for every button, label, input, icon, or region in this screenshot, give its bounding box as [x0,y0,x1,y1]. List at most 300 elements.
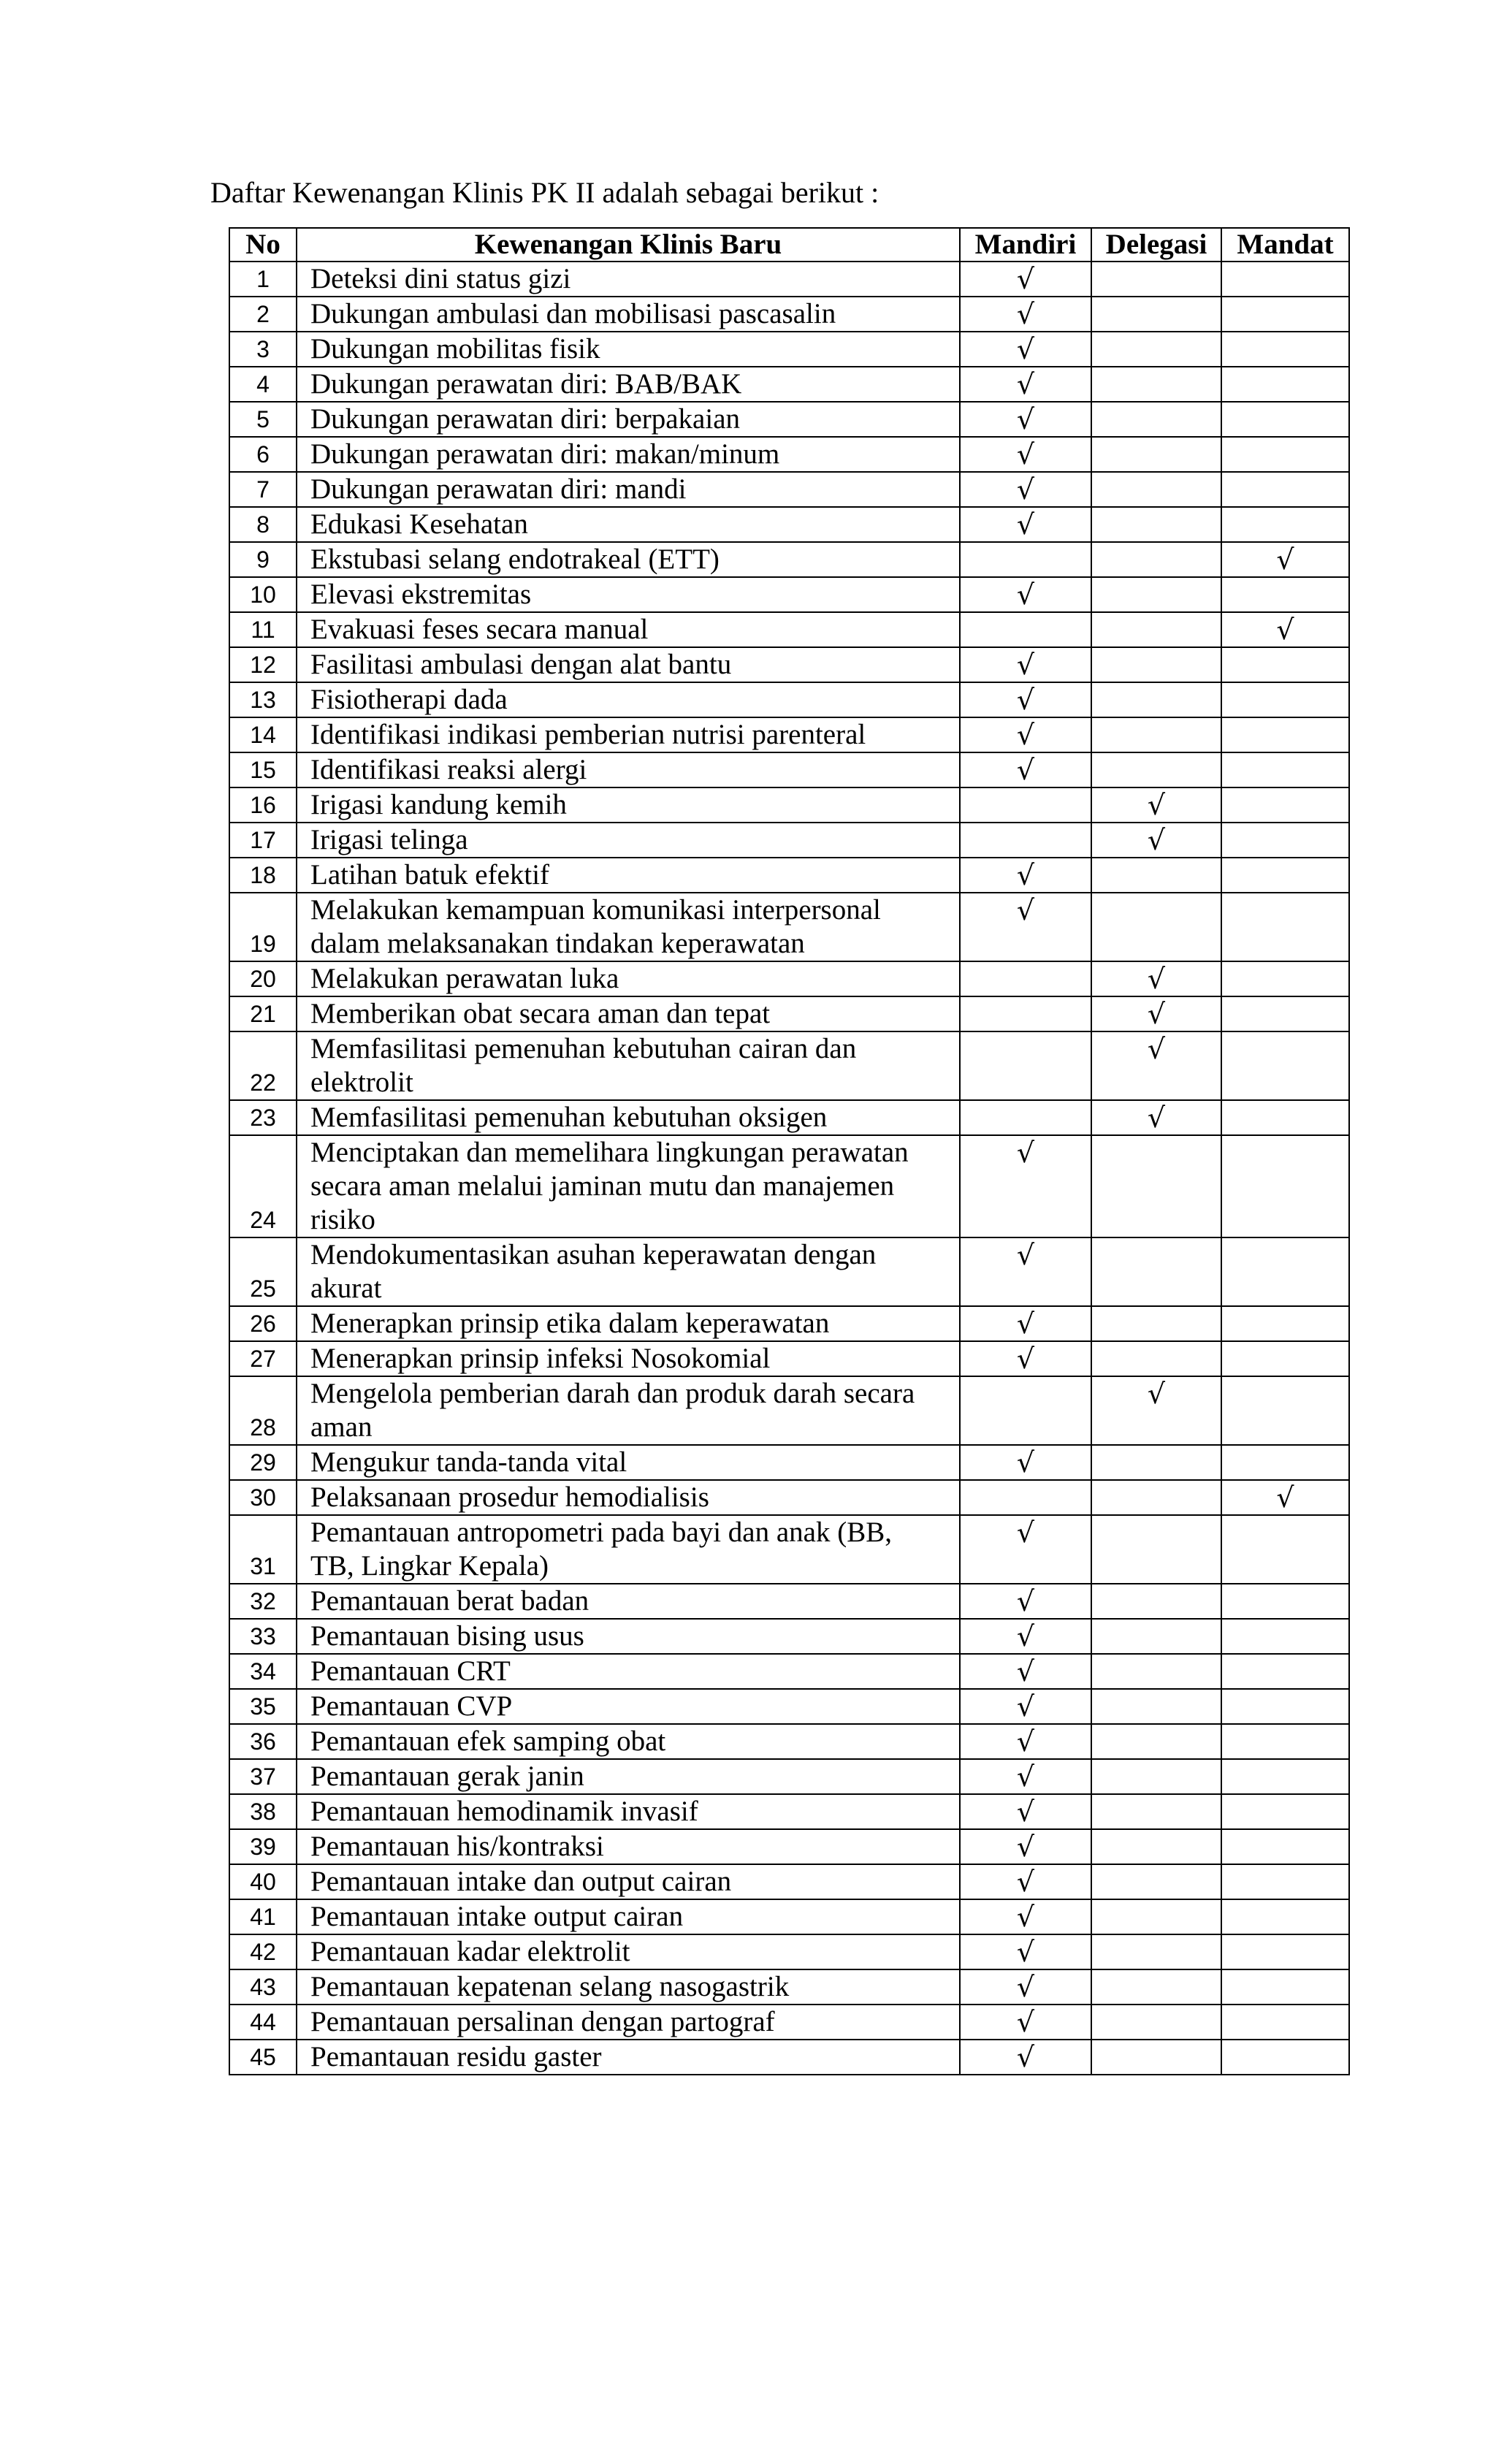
table-row [229,262,1349,297]
cell-mandiri [960,262,1091,297]
row-number: 4 [229,367,297,402]
competency-cell [297,1135,960,1237]
header-no: No [229,228,297,262]
table-row [229,1237,1349,1306]
table-row [229,1584,1349,1619]
table-row [229,1969,1349,2005]
row-number: 29 [229,1445,297,1480]
table-row [229,1100,1349,1135]
check-mark-icon: √ [1016,1901,1035,1933]
cell-mandiri [960,1584,1091,1619]
table-row [229,1654,1349,1689]
check-mark-icon: √ [1016,1446,1035,1479]
competency-cell: Evakuasi feses secara manual [297,612,960,647]
row-number: 35 [229,1689,297,1724]
check-mark-icon: √ [1016,2006,1035,2038]
cell-delegasi [1091,858,1221,893]
cell-mandat [1221,717,1349,752]
row-number: 32 [229,1584,297,1619]
cell-delegasi [1091,542,1221,577]
cell-mandiri [960,1341,1091,1376]
check-mark-icon: √ [1276,614,1294,646]
row-number: 31 [229,1515,297,1584]
table-row [229,682,1349,717]
row-number: 3 [229,332,297,367]
cell-delegasi [1091,1031,1221,1100]
row-number: 15 [229,752,297,787]
table-row [229,1689,1349,1724]
cell-delegasi [1091,402,1221,437]
check-mark-icon: √ [1016,1655,1035,1687]
cell-mandiri [960,297,1091,332]
competency-cell: Fasilitasi ambulasi dengan alat bantu [297,647,960,682]
cell-mandiri [960,752,1091,787]
competency-cell: Dukungan perawatan diri: berpakaian [297,402,960,437]
check-mark-icon: √ [1016,1796,1035,1828]
cell-mandiri [960,1031,1091,1100]
cell-mandat [1221,1654,1349,1689]
competency-text-line: dalam melaksanakan tindakan keperawatan [310,928,805,959]
competency-text-line: elektrolit [310,1067,413,1098]
cell-mandiri [960,893,1091,961]
table-row [229,996,1349,1031]
cell-mandat [1221,1829,1349,1864]
cell-mandiri [960,2005,1091,2040]
row-number: 25 [229,1237,297,1306]
competency-cell: Pemantauan intake dan output cairan [297,1864,960,1899]
cell-mandat [1221,1794,1349,1829]
table-row [229,612,1349,647]
check-mark-icon: √ [1016,1239,1035,1271]
cell-mandiri [960,1445,1091,1480]
competency-cell: Dukungan perawatan diri: BAB/BAK [297,367,960,402]
row-number: 6 [229,437,297,472]
table-row [229,472,1349,507]
cell-delegasi [1091,612,1221,647]
competency-cell: Pemantauan persalinan dengan partograf [297,2005,960,2040]
cell-delegasi [1091,717,1221,752]
check-mark-icon: √ [1147,824,1166,856]
row-number: 34 [229,1654,297,1689]
row-number: 12 [229,647,297,682]
competency-cell: Ekstubasi selang endotrakeal (ETT) [297,542,960,577]
cell-delegasi [1091,1584,1221,1619]
competency-text-line: aman [310,1411,373,1443]
cell-mandat [1221,472,1349,507]
row-number: 36 [229,1724,297,1759]
cell-delegasi [1091,2005,1221,2040]
table-body [229,262,1349,2075]
row-number: 22 [229,1031,297,1100]
cell-mandiri [960,682,1091,717]
cell-delegasi [1091,367,1221,402]
cell-mandiri [960,542,1091,577]
cell-delegasi [1091,823,1221,858]
cell-delegasi [1091,262,1221,297]
table-row [229,2040,1349,2075]
cell-mandiri [960,332,1091,367]
cell-mandat [1221,1237,1349,1306]
cell-mandat [1221,2040,1349,2075]
check-mark-icon: √ [1016,579,1035,611]
cell-mandiri [960,1829,1091,1864]
check-mark-icon: √ [1016,894,1035,926]
row-number: 8 [229,507,297,542]
cell-mandiri [960,1306,1091,1341]
check-mark-icon: √ [1016,1936,1035,1968]
competency-text-line: risiko [310,1204,375,1235]
cell-delegasi [1091,1654,1221,1689]
table-row [229,1376,1349,1445]
competency-cell: Identifikasi indikasi pemberian nutrisi parenteral [297,717,960,752]
row-number: 41 [229,1899,297,1934]
row-number: 19 [229,893,297,961]
cell-mandiri [960,823,1091,858]
cell-mandiri [960,1100,1091,1135]
table-row [229,858,1349,893]
row-number: 38 [229,1794,297,1829]
cell-mandat [1221,996,1349,1031]
check-mark-icon: √ [1016,508,1035,541]
table-row [229,577,1349,612]
clinical-authority-table [229,227,1350,2075]
cell-delegasi [1091,1341,1221,1376]
check-mark-icon: √ [1016,263,1035,295]
table-row [229,1306,1349,1341]
cell-mandat [1221,961,1349,996]
row-number: 44 [229,2005,297,2040]
table-row [229,893,1349,961]
check-mark-icon: √ [1016,2041,1035,2073]
cell-delegasi [1091,961,1221,996]
row-number: 39 [229,1829,297,1864]
cell-delegasi [1091,1759,1221,1794]
check-mark-icon: √ [1016,1517,1035,1549]
competency-cell: Mengukur tanda-tanda vital [297,1445,960,1480]
cell-mandat [1221,1969,1349,2005]
table-row [229,402,1349,437]
cell-delegasi [1091,1376,1221,1445]
check-mark-icon: √ [1016,473,1035,506]
competency-cell: Dukungan perawatan diri: makan/minum [297,437,960,472]
table-row [229,823,1349,858]
cell-mandat [1221,1864,1349,1899]
competency-cell: Dukungan perawatan diri: mandi [297,472,960,507]
competency-cell [297,1237,960,1306]
competency-cell: Pemantauan hemodinamik invasif [297,1794,960,1829]
check-mark-icon: √ [1147,1033,1166,1065]
row-number: 30 [229,1480,297,1515]
cell-mandat [1221,1689,1349,1724]
cell-mandat [1221,787,1349,823]
cell-mandat [1221,1100,1349,1135]
cell-mandiri [960,1237,1091,1306]
cell-mandiri [960,1515,1091,1584]
competency-cell: Pemantauan CRT [297,1654,960,1689]
table-row [229,1934,1349,1969]
cell-mandat [1221,1306,1349,1341]
header-kewenangan: Kewenangan Klinis Baru [297,228,960,262]
cell-delegasi [1091,996,1221,1031]
row-number: 18 [229,858,297,893]
row-number: 24 [229,1135,297,1237]
cell-mandiri [960,1480,1091,1515]
check-mark-icon: √ [1016,1831,1035,1863]
cell-delegasi [1091,1306,1221,1341]
cell-mandat [1221,2005,1349,2040]
cell-mandat [1221,262,1349,297]
check-mark-icon: √ [1016,333,1035,365]
table-row [229,1759,1349,1794]
table-header-row [229,228,1349,262]
cell-delegasi [1091,1135,1221,1237]
check-mark-icon: √ [1016,1690,1035,1723]
cell-delegasi [1091,577,1221,612]
row-number: 23 [229,1100,297,1135]
row-number: 26 [229,1306,297,1341]
cell-mandat [1221,823,1349,858]
competency-cell: Irigasi kandung kemih [297,787,960,823]
check-mark-icon: √ [1147,963,1166,995]
competency-cell: Melakukan perawatan luka [297,961,960,996]
cell-mandiri [960,1376,1091,1445]
row-number: 27 [229,1341,297,1376]
header-mandat: Mandat [1221,228,1349,262]
table-row [229,507,1349,542]
cell-delegasi [1091,1864,1221,1899]
check-mark-icon: √ [1016,298,1035,330]
check-mark-icon: √ [1016,1343,1035,1375]
cell-mandat [1221,1480,1349,1515]
row-number: 21 [229,996,297,1031]
competency-cell: Elevasi ekstremitas [297,577,960,612]
cell-mandiri [960,717,1091,752]
competency-cell: Memfasilitasi pemenuhan kebutuhan oksigen [297,1100,960,1135]
table-row [229,1031,1349,1100]
cell-delegasi [1091,1100,1221,1135]
cell-delegasi [1091,1969,1221,2005]
competency-cell: Edukasi Kesehatan [297,507,960,542]
competency-cell: Pemantauan kepatenan selang nasogastrik [297,1969,960,2005]
cell-delegasi [1091,682,1221,717]
cell-mandat [1221,297,1349,332]
cell-delegasi [1091,1899,1221,1934]
cell-mandiri [960,507,1091,542]
cell-mandiri [960,2040,1091,2075]
check-mark-icon: √ [1016,403,1035,435]
cell-delegasi [1091,893,1221,961]
cell-mandat [1221,332,1349,367]
table-row [229,437,1349,472]
cell-mandat [1221,367,1349,402]
cell-mandat [1221,612,1349,647]
row-number: 45 [229,2040,297,2075]
competency-cell: Fisiotherapi dada [297,682,960,717]
competency-text-line: Mengelola pemberian darah dan produk darah secara [310,1378,915,1409]
cell-mandat [1221,1376,1349,1445]
check-mark-icon: √ [1016,1620,1035,1652]
table-row [229,1515,1349,1584]
competency-cell: Pemantauan berat badan [297,1584,960,1619]
check-mark-icon: √ [1016,368,1035,400]
competency-cell: Irigasi telinga [297,823,960,858]
check-mark-icon: √ [1016,1761,1035,1793]
cell-mandat [1221,682,1349,717]
row-number: 2 [229,297,297,332]
table-row [229,961,1349,996]
cell-delegasi [1091,1237,1221,1306]
table-row [229,752,1349,787]
cell-mandiri [960,1654,1091,1689]
cell-mandiri [960,996,1091,1031]
cell-mandiri [960,1689,1091,1724]
cell-mandat [1221,1934,1349,1969]
check-mark-icon: √ [1016,1866,1035,1898]
cell-delegasi [1091,787,1221,823]
check-mark-icon: √ [1147,998,1166,1030]
row-number: 40 [229,1864,297,1899]
table-row [229,1445,1349,1480]
competency-cell: Pemantauan CVP [297,1689,960,1724]
competency-cell: Memberikan obat secara aman dan tepat [297,996,960,1031]
cell-mandiri [960,1619,1091,1654]
intro-text: Daftar Kewenangan Klinis PK II adalah sebagai berikut : [210,176,879,209]
competency-cell: Pemantauan bising usus [297,1619,960,1654]
competency-text-line: Mendokumentasikan asuhan keperawatan dengan [310,1239,877,1270]
cell-mandat [1221,647,1349,682]
table-row [229,1864,1349,1899]
cell-delegasi [1091,472,1221,507]
cell-mandiri [960,1759,1091,1794]
check-mark-icon: √ [1016,1725,1035,1758]
cell-mandat [1221,1759,1349,1794]
cell-mandat [1221,858,1349,893]
competency-text-line: Melakukan kemampuan komunikasi interpersonal [310,894,881,926]
cell-mandat [1221,437,1349,472]
table-row [229,1724,1349,1759]
cell-mandiri [960,612,1091,647]
cell-mandat [1221,1135,1349,1237]
table-row [229,647,1349,682]
check-mark-icon: √ [1147,1378,1166,1410]
header-mandiri: Mandiri [960,228,1091,262]
competency-cell: Pelaksanaan prosedur hemodialisis [297,1480,960,1515]
competency-text-line: akurat [310,1273,382,1304]
cell-mandiri [960,647,1091,682]
row-number: 9 [229,542,297,577]
competency-cell: Pemantauan efek samping obat [297,1724,960,1759]
cell-mandat [1221,507,1349,542]
cell-delegasi [1091,332,1221,367]
cell-mandiri [960,1899,1091,1934]
row-number: 20 [229,961,297,996]
competency-text-line: Pemantauan antropometri pada bayi dan anak (BB, [310,1517,892,1548]
row-number: 5 [229,402,297,437]
cell-mandat [1221,1341,1349,1376]
table-row [229,1480,1349,1515]
check-mark-icon: √ [1016,859,1035,891]
cell-mandiri [960,1969,1091,2005]
cell-mandiri [960,367,1091,402]
check-mark-icon: √ [1147,789,1166,821]
competency-cell [297,1515,960,1584]
row-number: 17 [229,823,297,858]
cell-delegasi [1091,1480,1221,1515]
check-mark-icon: √ [1276,1481,1294,1514]
cell-delegasi [1091,752,1221,787]
cell-mandiri [960,1135,1091,1237]
competency-cell: Pemantauan kadar elektrolit [297,1934,960,1969]
cell-delegasi [1091,1794,1221,1829]
cell-mandiri [960,1864,1091,1899]
table-row [229,1794,1349,1829]
cell-mandat [1221,542,1349,577]
competency-cell: Identifikasi reaksi alergi [297,752,960,787]
table-row [229,787,1349,823]
cell-delegasi [1091,1724,1221,1759]
row-number: 42 [229,1934,297,1969]
cell-mandiri [960,858,1091,893]
competency-text-line: secara aman melalui jaminan mutu dan manajemen [310,1170,895,1202]
competency-cell: Dukungan ambulasi dan mobilisasi pascasalin [297,297,960,332]
competency-cell: Deteksi dini status gizi [297,262,960,297]
cell-mandat [1221,1584,1349,1619]
cell-delegasi [1091,2040,1221,2075]
check-mark-icon: √ [1016,1971,1035,2003]
table-row [229,1829,1349,1864]
row-number: 14 [229,717,297,752]
competency-cell [297,893,960,961]
cell-mandat [1221,1515,1349,1584]
cell-mandiri [960,577,1091,612]
row-number: 43 [229,1969,297,2005]
table-row [229,1135,1349,1237]
check-mark-icon: √ [1016,649,1035,681]
row-number: 13 [229,682,297,717]
row-number: 11 [229,612,297,647]
row-number: 37 [229,1759,297,1794]
competency-cell: Menerapkan prinsip etika dalam keperawatan [297,1306,960,1341]
cell-mandat [1221,1445,1349,1480]
table-row [229,297,1349,332]
cell-mandiri [960,961,1091,996]
competency-cell: Menerapkan prinsip infeksi Nosokomial [297,1341,960,1376]
cell-delegasi [1091,1934,1221,1969]
row-number: 16 [229,787,297,823]
cell-delegasi [1091,297,1221,332]
cell-mandat [1221,402,1349,437]
competency-text-line: Menciptakan dan memelihara lingkungan perawatan [310,1137,909,1168]
table-row [229,1619,1349,1654]
cell-mandat [1221,1724,1349,1759]
check-mark-icon: √ [1016,719,1035,751]
table-row [229,332,1349,367]
row-number: 1 [229,262,297,297]
check-mark-icon: √ [1276,543,1294,576]
cell-mandat [1221,1899,1349,1934]
cell-mandiri [960,1794,1091,1829]
competency-cell: Dukungan mobilitas fisik [297,332,960,367]
cell-mandiri [960,1934,1091,1969]
cell-delegasi [1091,437,1221,472]
cell-mandiri [960,787,1091,823]
cell-mandiri [960,1724,1091,1759]
check-mark-icon: √ [1147,1102,1166,1134]
row-number: 28 [229,1376,297,1445]
table-row [229,542,1349,577]
table-row [229,367,1349,402]
check-mark-icon: √ [1016,1585,1035,1617]
